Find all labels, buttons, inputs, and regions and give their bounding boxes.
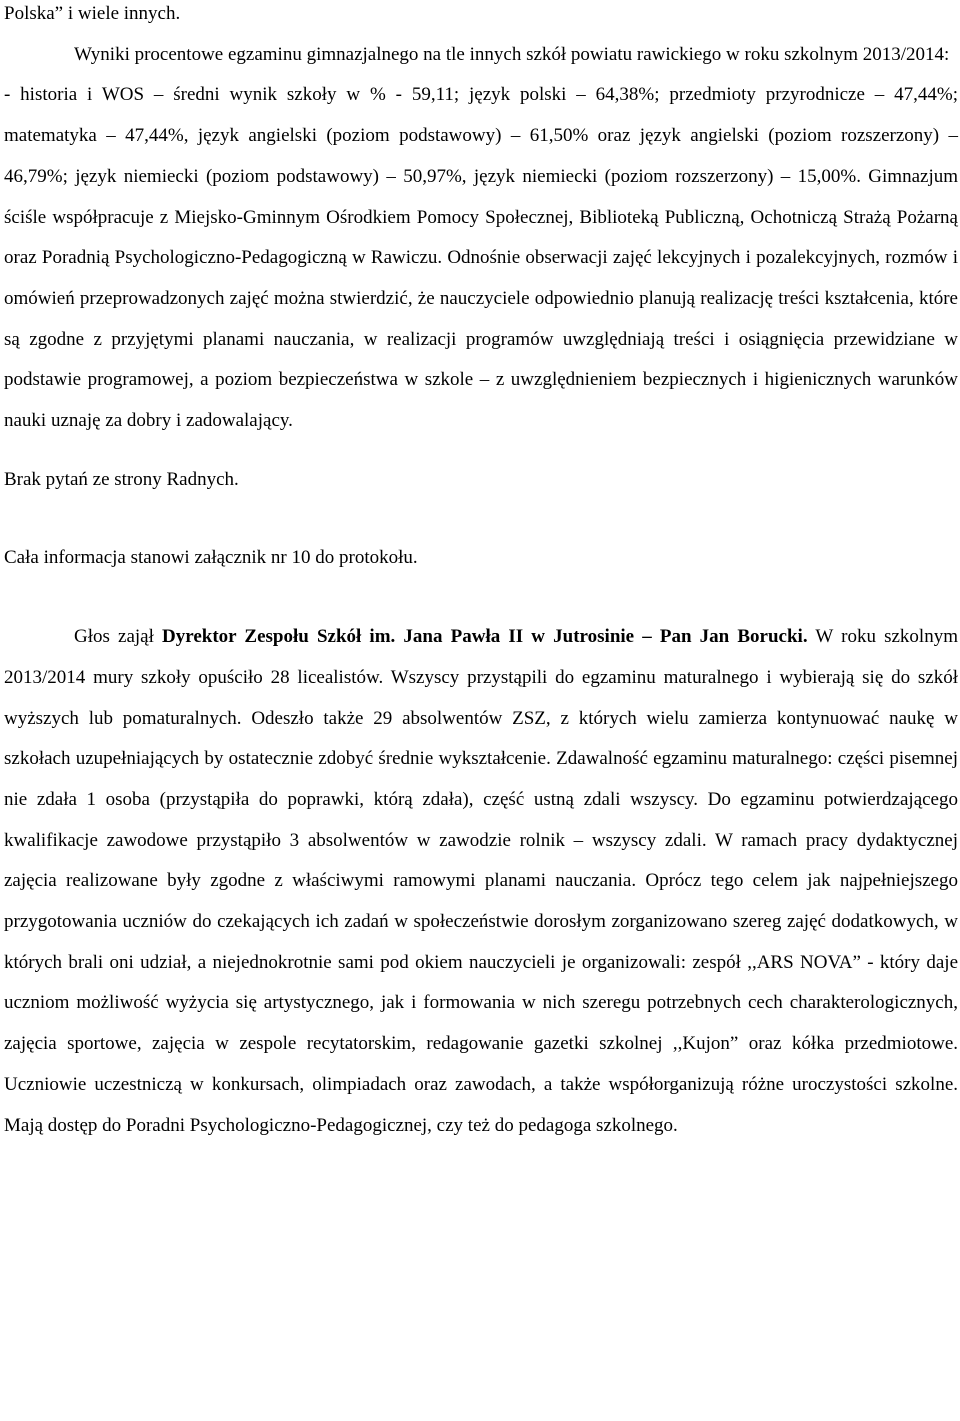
paragraph-exam-results: - historia i WOS – średni wynik szkoły w % - 59,11; język polski – 64,38%; przedmioty przyrodnicze – 47,44%; matematyka – 47,44%, język angielski (poziom podstawowy) – 61,50% oraz język angielski (poziom rozszerzony) – 46,79%; język niemiecki (poziom podstawowy) – 50,97%, język niemiecki (poziom rozszerzony) – 15,00%. Gimnazjum ściśle współpracuje z Miejsko-Gminnym Ośrodkiem Pomocy Społecznej, Biblioteką Publiczną, Ochotniczą Strażą Pożarną oraz Poradnią Psychologiczno-Pedagogiczną w Rawiczu. Odnośnie obserwacji zajęć lekcyjnych i pozalekcyjnych, rozmów i omówień przeprowadzonych zajęć można stwierdzić, że nauczyciele odpowiednio planują realizację treści kształcenia, które są zgodne z przyjętymi planami nauczania, w realizacji programów uwzględniają treści i osiągnięcia przewidziane w podstawie programowej, a poziom bezpieczeństwa w szkole – z uwzględnieniem bezpiecznych i higienicznych warunków nauki uznaję za dobry i zadowalający.: [4, 84, 958, 432]
paragraph-director-speech: [4, 617, 958, 1146]
document-page: [4, 0, 958, 1146]
speech-lead: Głos zajął: [74, 626, 163, 648]
spacer: [4, 442, 958, 460]
paragraph-no-questions: Brak pytań ze strony Radnych.: [4, 468, 239, 490]
speaker-name: Dyrektor Zespołu Szkół im. Jana Pawła II w Jutrosinie – Pan Jan Borucki.: [162, 626, 808, 648]
paragraph-continuation: Polska” i wiele innych.: [4, 3, 181, 24]
spacer: [4, 579, 958, 617]
speech-body: W roku szkolnym 2013/2014 mury szkoły opuściło 28 licealistów. Wszyscy przystąpili do egzaminu maturalnego i wybierają się do szkół wyższych lub pomaturalnych. Odeszło także 29 absolwentów ZSZ, z których wielu zamierza kontynuować naukę w szkołach uzupełniających by ostatecznie zdobyć średnie wykształcenie. Zdawalność egzaminu maturalnego: części pisemnej nie zdała 1 osoba (przystąpiła do poprawki, którą zdała), część ustną zdali wszyscy. Do egzaminu potwierdzającego kwalifikacje zawodowe przystąpiło 3 absolwentów w zawodzie rolnik – wszyscy zdali. W ramach pracy dydaktycznej zajęcia realizowane były zgodne z właściwymi ramowymi planami nauczania. Oprócz tego celem jak najpełniejszego przygotowania uczniów do czekających ich zadań w społeczeństwie dorosłym zorganizowano szereg zajęć dodatkowych, w których brali oni udział, a niejednokrotnie sami pod okiem nauczycieli je organizowali: zespół ,,ARS NOVA” - który daje uczniom możliwość wyżycia się artystycznego, jak i formowania w nich szeregu potrzebnych cech charakterologicznych, zajęcia sportowe, zajęcia w zespole recytatorskim, redagowanie gazetki szkolnej ,,Kujon” oraz kółka przedmiotowe. Uczniowie uczestniczą w konkursach, olimpiadach oraz zawodach, a także współorganizują różne uroczystości szkolne. Mają dostęp do Poradni Psychologiczno-Pedagogicznej, czy też do pedagoga szkolnego.: [4, 626, 958, 1136]
spacer: [4, 500, 958, 538]
paragraph-attachment-note: Cała informacja stanowi załącznik nr 10 do protokołu.: [4, 547, 418, 569]
paragraph-exam-results-intro: Wyniki procentowe egzaminu gimnazjalnego na tle innych szkół powiatu rawickiego w roku szkolnym 2013/2014:: [74, 43, 950, 65]
